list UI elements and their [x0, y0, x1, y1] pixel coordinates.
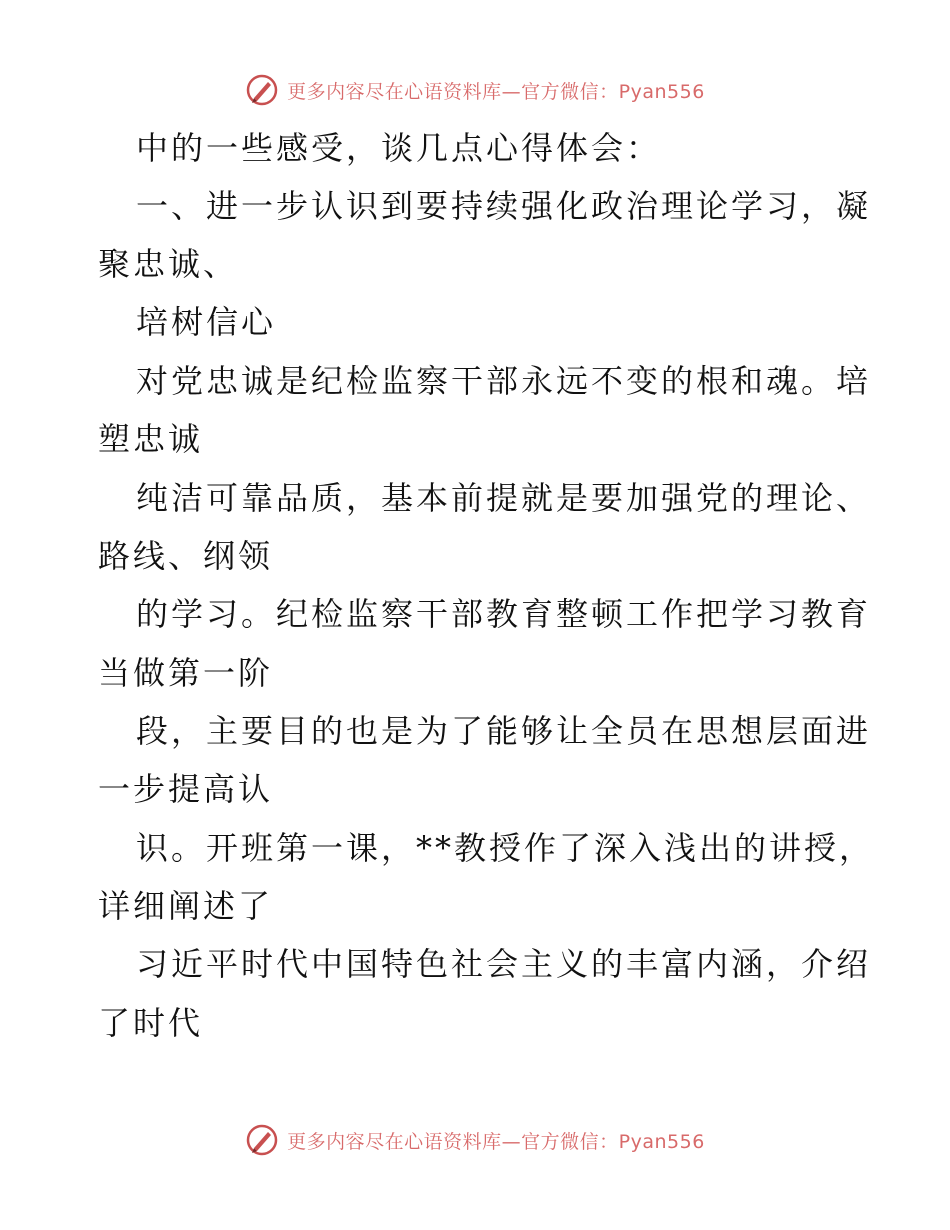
watermark-text: 更多内容尽在心语资料库—官方微信：Pyan556 [287, 80, 705, 103]
text-line: 当做第一阶 [98, 654, 274, 692]
pen-logo-icon [245, 1123, 279, 1157]
header-watermark [0, 70, 950, 110]
text-line: 的学习。纪检监察干部教育整顿工作把学习教育 [136, 595, 872, 633]
text-line: 识。开班第一课，**教授作了深入浅出的讲授， [136, 829, 875, 867]
footer-watermark [0, 1120, 950, 1160]
text-line: 习近平时代中国特色社会主义的丰富内涵，介绍 [136, 945, 872, 983]
text-line: 塑忠诚 [98, 420, 204, 458]
text-line: 对党忠诚是纪检监察干部永远不变的根和魂。培 [136, 362, 872, 400]
text-line: 段，主要目的也是为了能够让全员在思想层面进 [136, 712, 872, 750]
watermark-text: 更多内容尽在心语资料库—官方微信：Pyan556 [287, 1130, 705, 1153]
text-line: 详细阐述了 [98, 887, 274, 925]
text-line: 纯洁可靠品质，基本前提就是要加强党的理论、 [136, 479, 872, 517]
text-line: 了时代 [98, 1004, 204, 1042]
text-line: 路线、纲领 [98, 537, 274, 575]
pen-logo-icon [245, 73, 279, 107]
text-line: 培树信心 [136, 303, 277, 341]
text-line: 一、进一步认识到要持续强化政治理论学习，凝 [136, 187, 872, 225]
text-line: 聚忠诚、 [98, 245, 239, 283]
text-line: 一步提高认 [98, 770, 274, 808]
text-line: 中的一些感受，谈几点心得体会： [136, 129, 662, 167]
